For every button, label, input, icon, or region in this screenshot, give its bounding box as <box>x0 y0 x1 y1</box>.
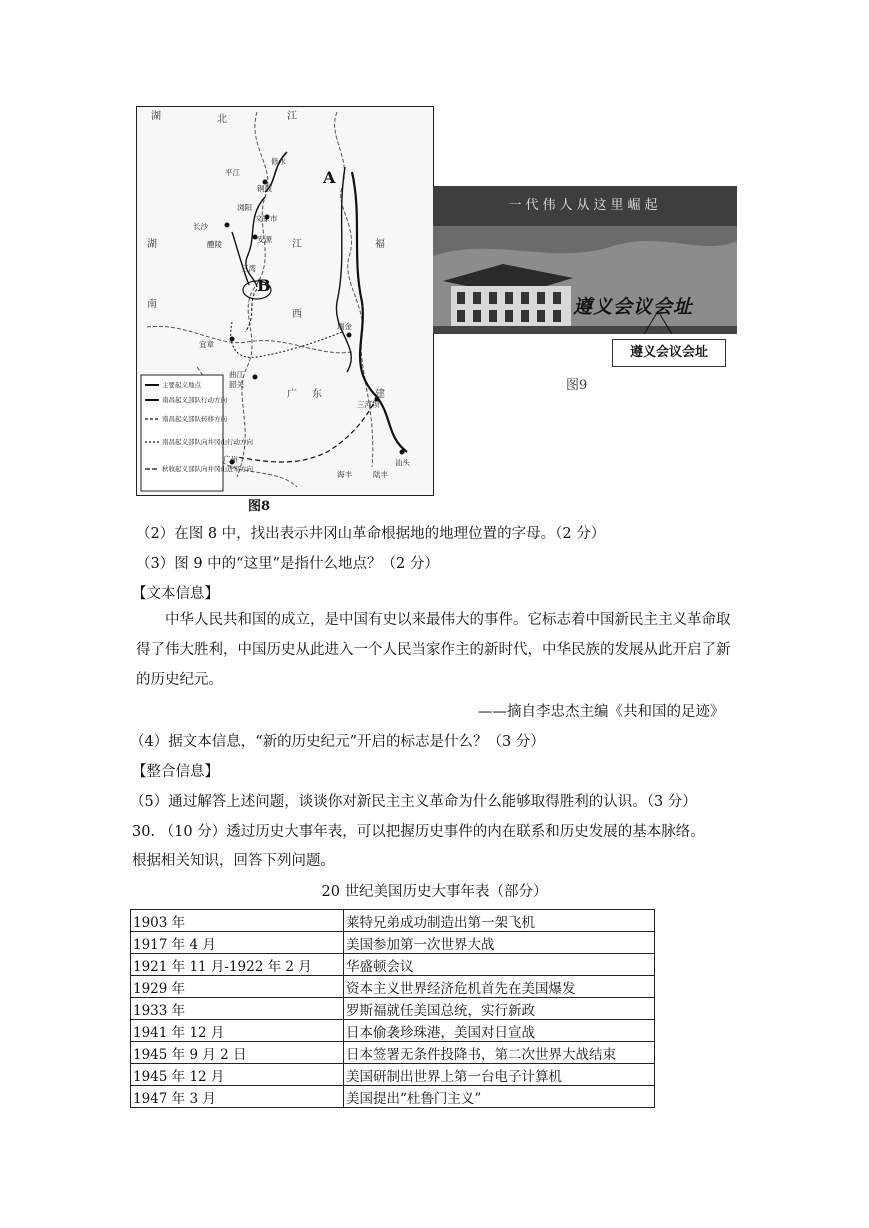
legend-item-1: 主要起义地点 <box>162 381 201 389</box>
svg-text:江: 江 <box>287 111 297 122</box>
section-integrate-info: 【整合信息】 <box>132 764 219 780</box>
svg-text:西: 西 <box>292 309 302 320</box>
table-row <box>131 1086 655 1108</box>
table-cell-event: 日本签署无条件投降书，第二次世界大战结束 <box>344 1042 655 1064</box>
table-cell-event: 莱特兄弟成功制造出第一架飞机 <box>344 910 655 932</box>
table-cell-date: 1903 年 <box>131 910 344 932</box>
table-row <box>131 976 655 998</box>
svg-text:文家市: 文家市 <box>255 214 278 223</box>
question-30-line-2: 根据相关知识，回答下列问题。 <box>132 853 335 869</box>
svg-text:曲江: 曲江 <box>229 370 244 379</box>
zunyi-site-label: 遵义会议会址 <box>612 339 726 367</box>
table-cell-date: 1945 年 9 月 2 日 <box>131 1042 344 1064</box>
legend-item-2: 南昌起义部队行动方向 <box>162 396 227 404</box>
svg-text:醴陵: 醴陵 <box>207 240 222 249</box>
table-row <box>131 932 655 954</box>
svg-text:北: 北 <box>217 114 227 125</box>
svg-text:陆丰: 陆丰 <box>373 470 388 479</box>
figure-9-caption: 图9 <box>566 378 588 393</box>
table-cell-event: 华盛顿会议 <box>344 954 655 976</box>
table-cell-event: 资本主义世界经济危机首先在美国爆发 <box>344 976 655 998</box>
table-cell-date: 1921 年 11 月-1922 年 2 月 <box>131 954 344 976</box>
figure-8-map <box>136 106 434 496</box>
photo-banner-text: 一代伟人从这里崛起 <box>508 198 662 213</box>
table-cell-event: 美国研制出世界上第一台电子计算机 <box>344 1064 655 1086</box>
svg-text:安源: 安源 <box>257 235 272 244</box>
text-paragraph: 中华人民共和国的成立，是中国有史以来最伟大的事件。它标志着中国新民主主义革命取得了伟大胜利，中国历史从此进入一个人民当家作主的新时代，中华民族的发展从此开启了新的历史纪元。 <box>136 612 731 688</box>
table-cell-event: 美国参加第一次世界大战 <box>344 932 655 954</box>
table-row <box>131 1020 655 1042</box>
table-cell-event: 美国提出“杜鲁门主义” <box>344 1086 655 1108</box>
figure-9-photo <box>433 186 737 334</box>
question-2: （2）在图 8 中，找出表示井冈山革命根据地的地理位置的字母。（2 分） <box>136 526 606 542</box>
source-citation: ——摘自李忠杰主编《共和国的足迹》 <box>478 704 725 720</box>
table-cell-date: 1941 年 12 月 <box>131 1020 344 1042</box>
table-cell-event: 罗斯福就任美国总统，实行新政 <box>344 998 655 1020</box>
marker-b: B <box>257 276 271 295</box>
svg-text:瑞金: 瑞金 <box>337 322 352 331</box>
svg-text:南: 南 <box>147 299 157 310</box>
table-cell-date: 1917 年 4 月 <box>131 932 344 954</box>
svg-text:福: 福 <box>375 239 385 250</box>
table-row <box>131 954 655 976</box>
legend-item-3: 南昌起义部队转移方向 <box>162 415 227 423</box>
question-4: （4）据文本信息，“新的历史纪元”开启的标志是什么？（3 分） <box>130 734 545 750</box>
svg-text:建: 建 <box>375 389 385 400</box>
svg-text:平江: 平江 <box>225 168 240 177</box>
table-row <box>131 998 655 1020</box>
table-title: 20 世纪美国历史大事年表（部分） <box>321 884 548 900</box>
table-row <box>131 910 655 932</box>
svg-text:广州: 广州 <box>223 455 238 464</box>
table-row <box>131 1064 655 1086</box>
svg-text:湖: 湖 <box>147 239 157 250</box>
svg-text:浏阳: 浏阳 <box>237 203 252 212</box>
marker-a: A <box>323 168 336 187</box>
question-30-line-1: 30. （10 分）透过历史大事年表，可以把握历史事件的内在联系和历史发展的基本脉络。 <box>132 824 705 840</box>
svg-text:东: 东 <box>312 389 322 400</box>
svg-text:宜章: 宜章 <box>199 340 214 349</box>
table-row <box>131 1042 655 1064</box>
svg-text:海丰: 海丰 <box>337 470 352 479</box>
table-cell-date: 1945 年 12 月 <box>131 1064 344 1086</box>
table-cell-date: 1947 年 3 月 <box>131 1086 344 1108</box>
table-cell-date: 1929 年 <box>131 976 344 998</box>
table-cell-date: 1933 年 <box>131 998 344 1020</box>
figure-8-caption: 图8 <box>248 499 271 514</box>
question-5: （5）通过解答上述问题，谈谈你对新民主主义革命为什么能够取得胜利的认识。（3 分） <box>130 794 697 810</box>
svg-text:铜鼓: 铜鼓 <box>257 184 272 193</box>
svg-text:汕头: 汕头 <box>395 458 410 467</box>
legend-item-5: 秋收起义部队向井冈山进军方向 <box>162 465 253 473</box>
legend-item-4: 南昌起义部队向井冈山行动方向 <box>162 438 253 446</box>
map-drawing <box>137 107 433 495</box>
svg-text:韶关: 韶关 <box>229 380 244 389</box>
photo-calligraphy: 遵义会议会址 <box>573 296 694 318</box>
svg-text:湖: 湖 <box>151 111 161 122</box>
svg-text:长沙: 长沙 <box>193 222 208 231</box>
question-3: （3）图 9 中的“这里”是指什么地点？（2 分） <box>136 556 439 572</box>
us-history-timeline-table <box>130 909 655 1108</box>
svg-text:修水: 修水 <box>271 157 286 166</box>
svg-text:三河坝: 三河坝 <box>357 400 380 409</box>
table-cell-event: 日本偷袭珍珠港，美国对日宣战 <box>344 1020 655 1042</box>
svg-text:广: 广 <box>287 389 297 400</box>
svg-text:三湾: 三湾 <box>241 264 256 273</box>
svg-text:江: 江 <box>292 239 302 250</box>
section-text-info: 【文本信息】 <box>132 586 219 602</box>
